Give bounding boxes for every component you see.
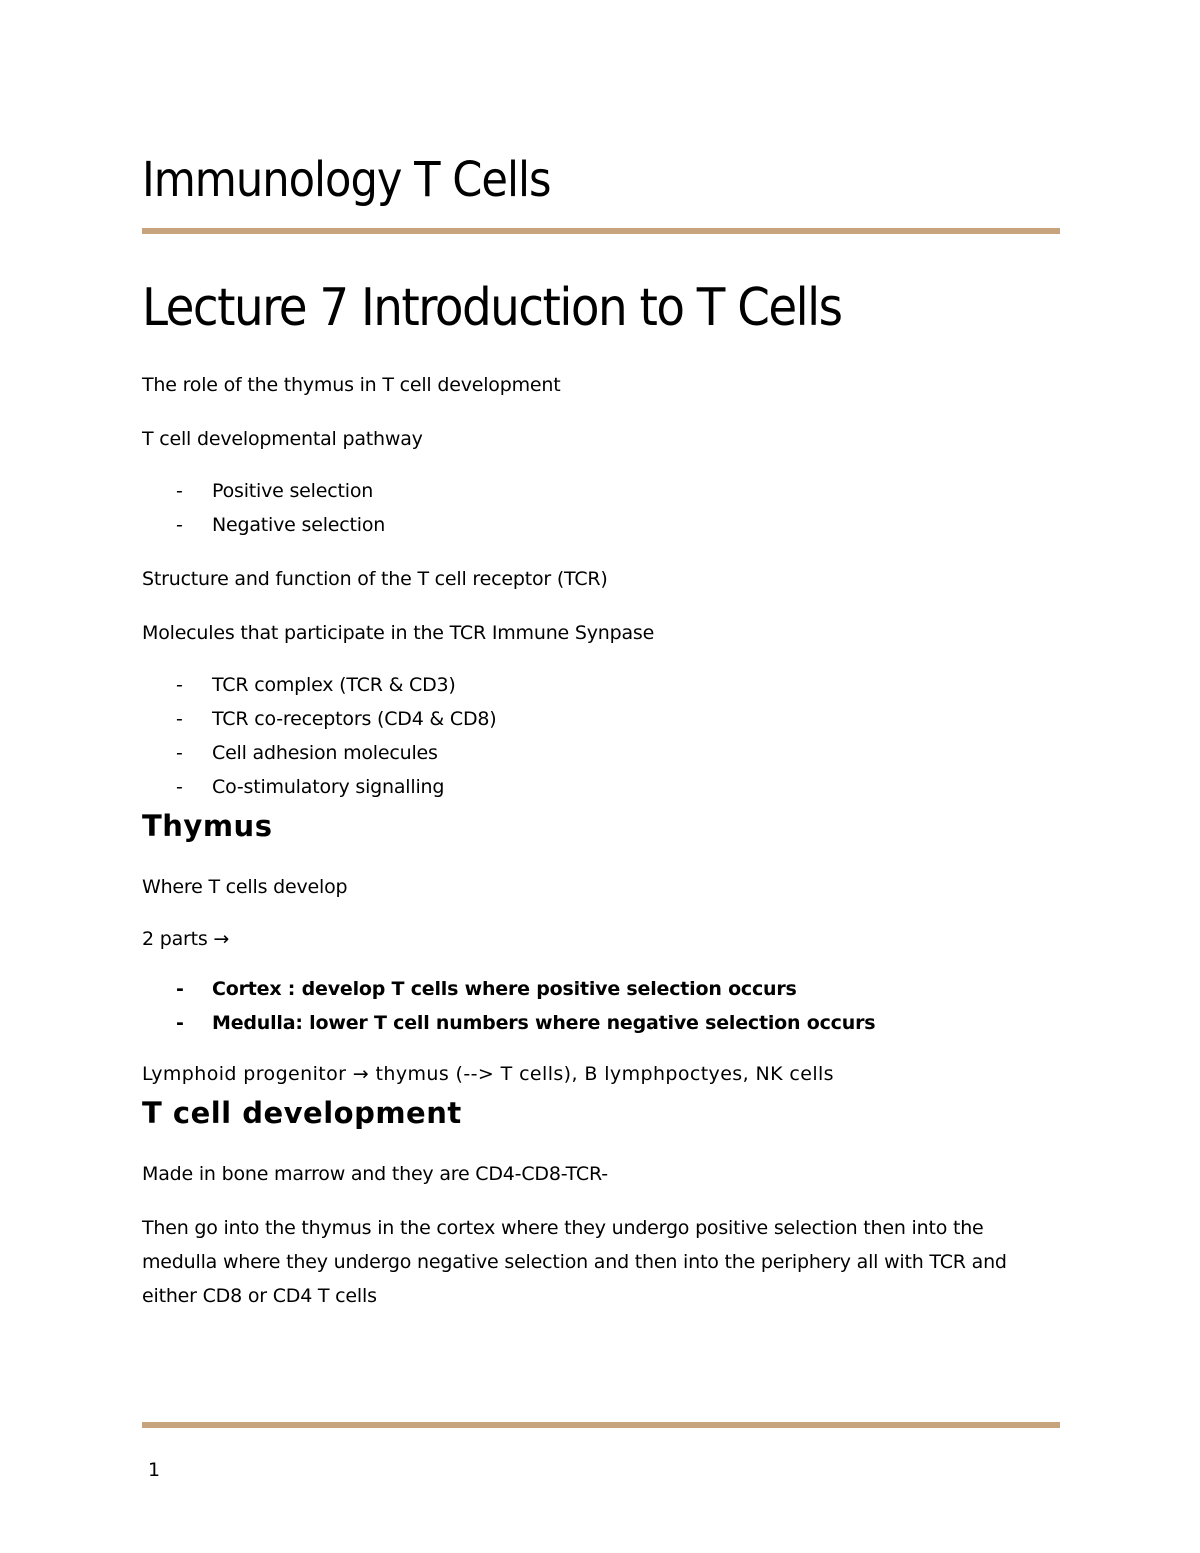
intro-pathway: T cell developmental pathway xyxy=(142,428,423,450)
intro-synapse: Molecules that participate in the TCR Immune Synpase xyxy=(142,622,655,644)
dash-marker: - xyxy=(176,514,183,536)
document-page xyxy=(142,0,1060,1553)
title-divider xyxy=(142,228,1060,234)
thymus-parts-intro: 2 parts → xyxy=(142,928,230,950)
pathway-list xyxy=(142,474,385,542)
thymus-where: Where T cells develop xyxy=(142,876,348,898)
dash-marker: - xyxy=(176,708,183,730)
synapse-list xyxy=(142,668,496,804)
list-item: - TCR co-receptors (CD4 & CD8) xyxy=(142,702,496,736)
dash-marker: - xyxy=(176,978,184,1000)
dash-marker: - xyxy=(176,674,183,696)
list-item: - Cell adhesion molecules xyxy=(142,736,496,770)
lecture-heading: Lecture 7 Introduction to T Cells xyxy=(142,278,842,338)
dash-marker: - xyxy=(176,480,183,502)
list-item: - Positive selection xyxy=(142,474,385,508)
dash-marker: - xyxy=(176,1012,184,1034)
page-number: 1 xyxy=(148,1459,161,1481)
footer-divider xyxy=(142,1422,1060,1428)
list-item: - Cortex : develop T cells where positive selection occurs xyxy=(142,972,875,1006)
intro-tcr-structure: Structure and function of the T cell receptor (TCR) xyxy=(142,568,608,590)
dash-marker: - xyxy=(176,742,183,764)
thymus-parts-list xyxy=(142,972,875,1040)
list-item: - Co-stimulatory signalling xyxy=(142,770,496,804)
list-item: - Negative selection xyxy=(142,508,385,542)
dash-marker: - xyxy=(176,776,183,798)
document-title: Immunology T Cells xyxy=(142,152,551,208)
list-item: - TCR complex (TCR & CD3) xyxy=(142,668,496,702)
thymus-heading: Thymus xyxy=(142,809,273,843)
list-item: - Medulla: lower T cell numbers where negative selection occurs xyxy=(142,1006,875,1040)
tcell-development-heading: T cell development xyxy=(142,1096,462,1130)
tcell-pathway-description: Then go into the thymus in the cortex where they undergo positive selection then into the medulla where they undergo negative selection and then into the periphery all with TCR and either CD8 or CD4 T cells xyxy=(142,1217,1007,1307)
lymphoid-progenitor-line: Lymphoid progenitor → thymus (--> T cells), B lymphpoctyes, NK cells xyxy=(142,1063,834,1085)
intro-thymus-role: The role of the thymus in T cell development xyxy=(142,374,561,396)
tcell-bone-marrow: Made in bone marrow and they are CD4-CD8-TCR- xyxy=(142,1163,608,1185)
